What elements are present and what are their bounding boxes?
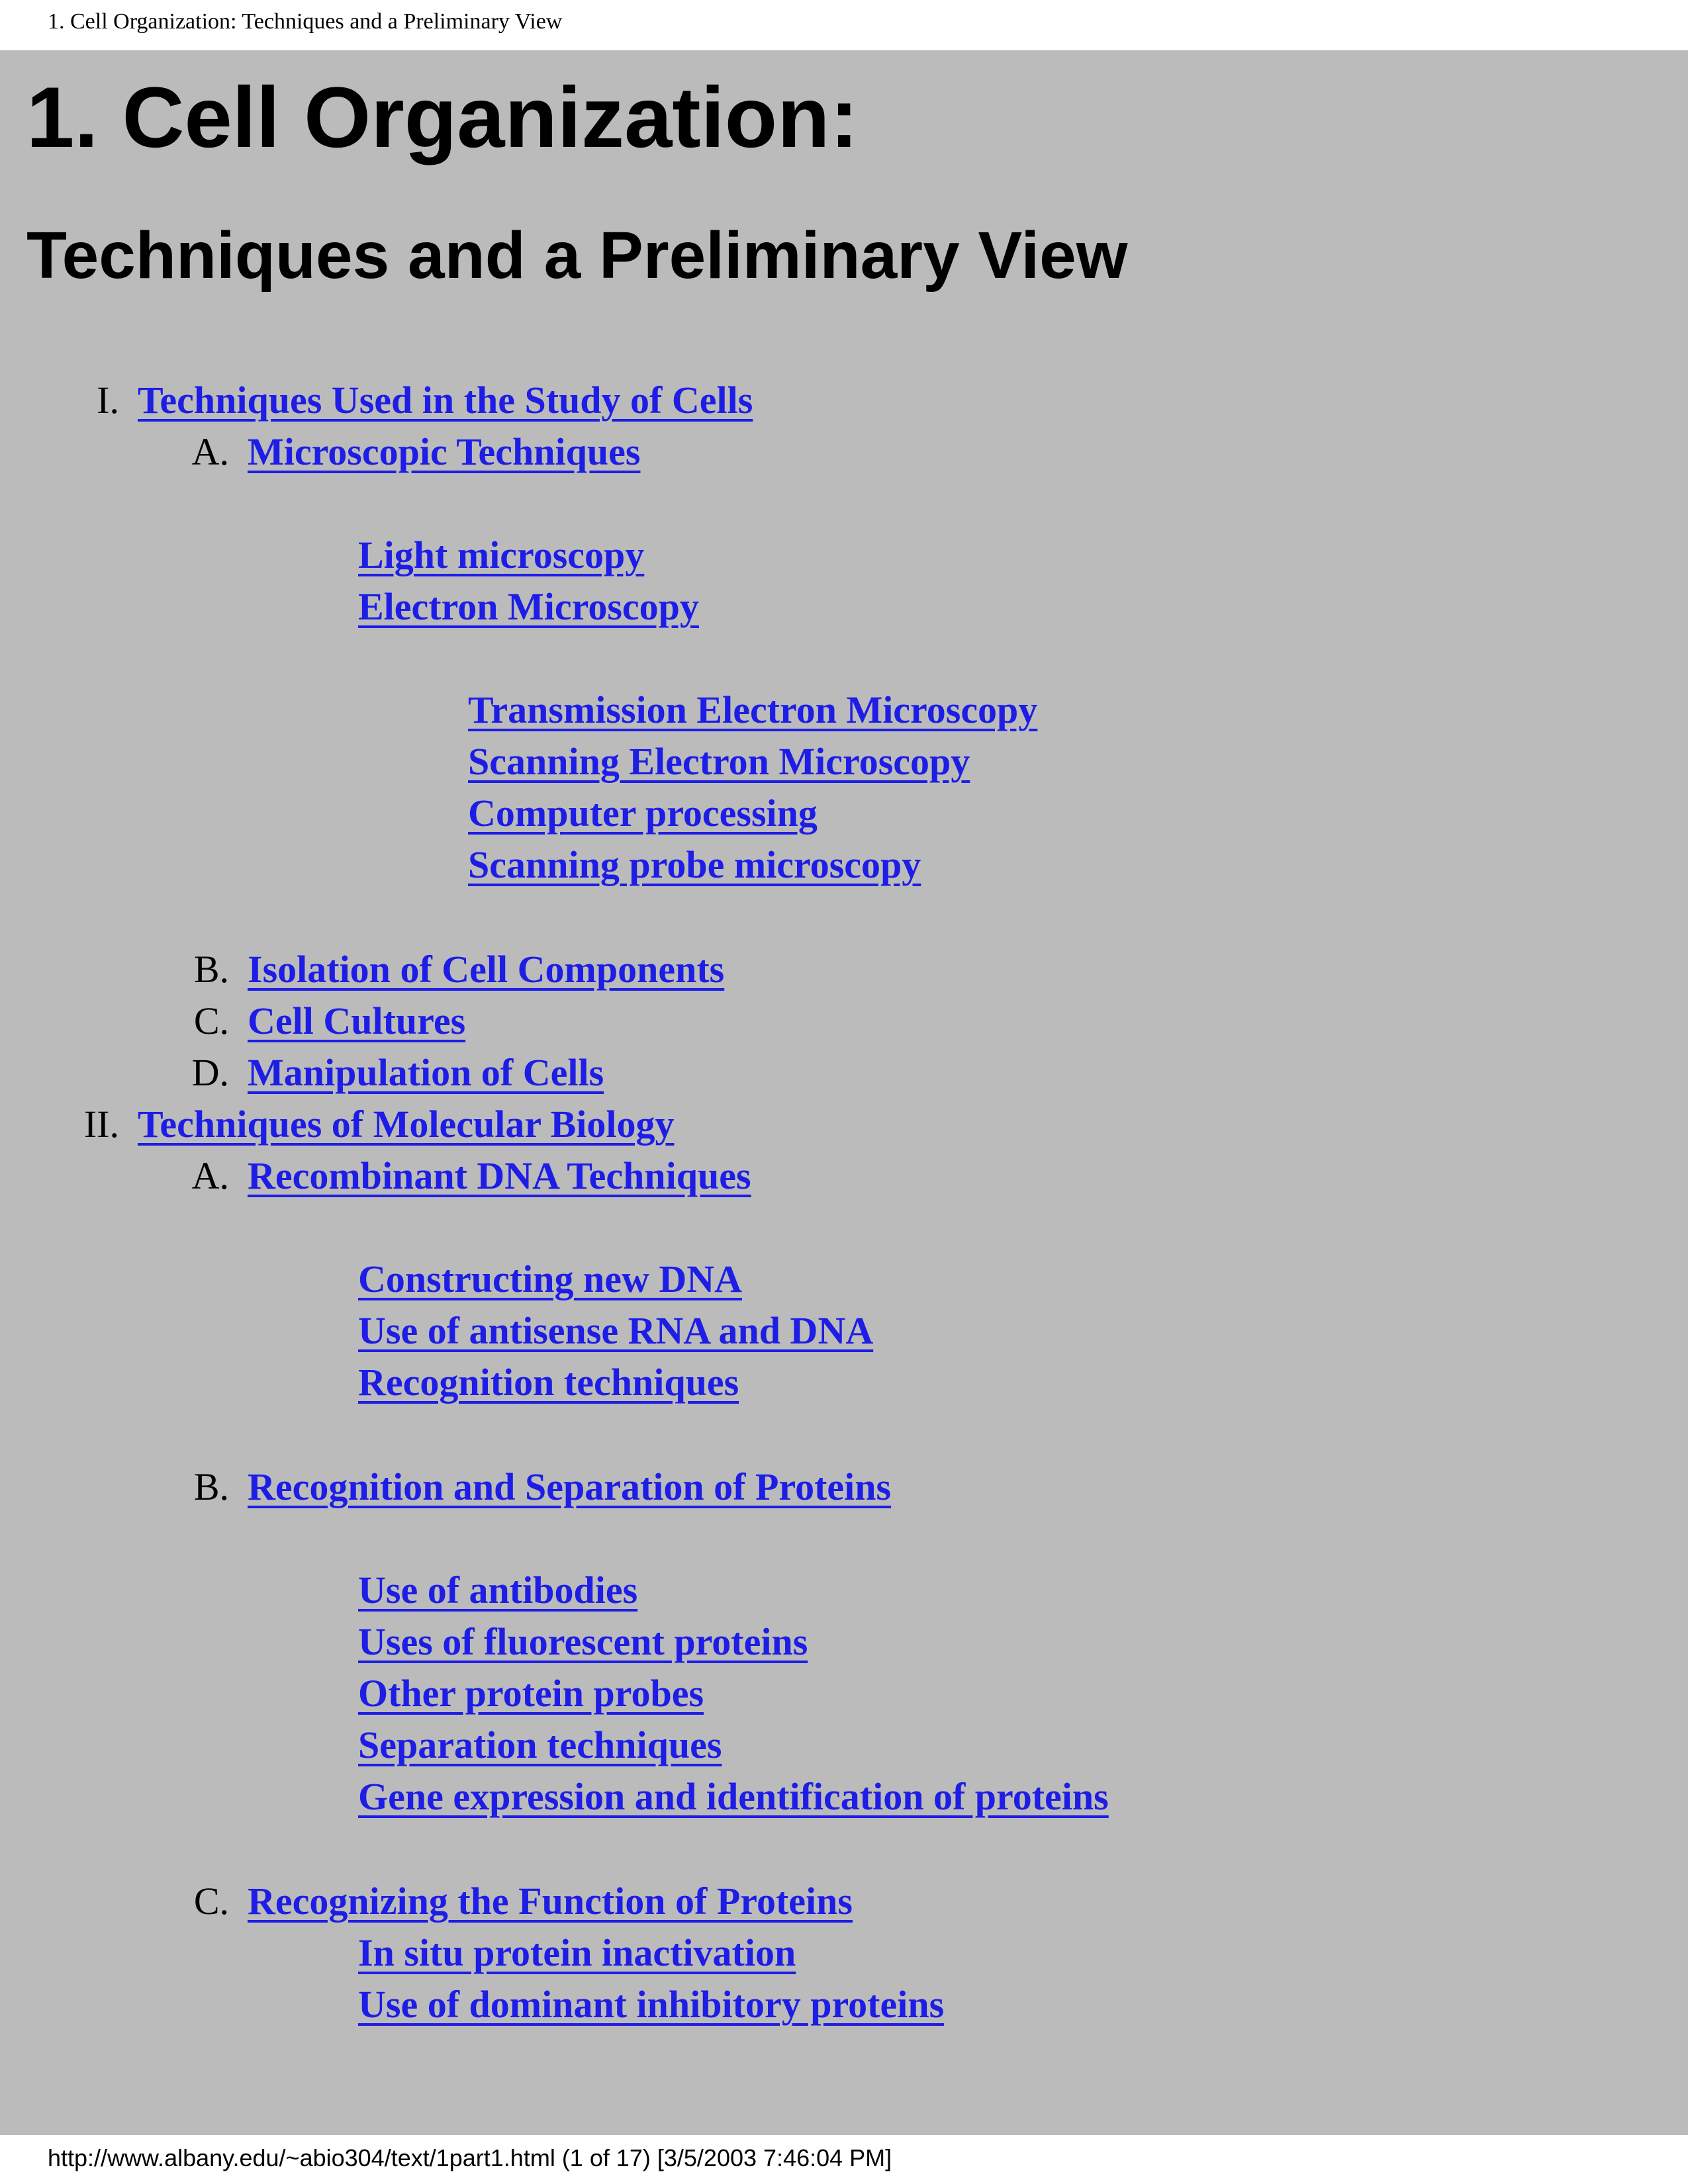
outline-marker: D.	[191, 1051, 229, 1094]
link-fluorescent-proteins[interactable]: Uses of fluorescent proteins	[358, 1620, 808, 1663]
link-microscopic-techniques[interactable]: Microscopic Techniques	[248, 430, 641, 473]
link-computer-processing[interactable]: Computer processing	[468, 792, 818, 835]
page-title: 1. Cell Organization:	[26, 69, 859, 165]
outline-marker: C.	[193, 1880, 229, 1923]
link-techniques-molecular-biology[interactable]: Techniques of Molecular Biology	[138, 1103, 675, 1146]
link-electron-microscopy[interactable]: Electron Microscopy	[358, 585, 699, 628]
link-manipulation-of-cells[interactable]: Manipulation of Cells	[248, 1051, 604, 1094]
page-subtitle: Techniques and a Preliminary View	[26, 218, 1128, 293]
link-scanning-electron-microscopy[interactable]: Scanning Electron Microscopy	[468, 740, 970, 783]
outline-marker: C.	[193, 999, 229, 1042]
link-light-microscopy[interactable]: Light microscopy	[358, 533, 645, 576]
link-gene-expression-identification[interactable]: Gene expression and identification of proteins	[358, 1775, 1109, 1818]
outline-marker: B.	[193, 1465, 229, 1508]
outline-marker: B.	[193, 948, 229, 991]
outline-marker: A.	[191, 1154, 229, 1197]
link-dominant-inhibitory-proteins[interactable]: Use of dominant inhibitory proteins	[358, 1983, 945, 2026]
link-isolation-of-cell-components[interactable]: Isolation of Cell Components	[248, 948, 725, 991]
link-other-protein-probes[interactable]: Other protein probes	[358, 1672, 704, 1715]
link-separation-techniques[interactable]: Separation techniques	[358, 1723, 722, 1766]
link-techniques-study-of-cells[interactable]: Techniques Used in the Study of Cells	[138, 379, 753, 422]
outline-marker: A.	[191, 430, 229, 473]
link-recognition-techniques[interactable]: Recognition techniques	[358, 1361, 739, 1404]
link-recognizing-function-proteins[interactable]: Recognizing the Function of Proteins	[248, 1880, 853, 1923]
link-antisense-rna-dna[interactable]: Use of antisense RNA and DNA	[358, 1309, 874, 1352]
print-footer: http://www.albany.edu/~abio304/text/1part1.html (1 of 17) [3/5/2003 7:46:04 PM]	[0, 2135, 1688, 2184]
link-in-situ-inactivation[interactable]: In situ protein inactivation	[358, 1931, 796, 1974]
link-constructing-new-dna[interactable]: Constructing new DNA	[358, 1257, 742, 1300]
link-scanning-probe-microscopy[interactable]: Scanning probe microscopy	[468, 843, 921, 886]
link-use-of-antibodies[interactable]: Use of antibodies	[358, 1569, 638, 1612]
link-transmission-electron-microscopy[interactable]: Transmission Electron Microscopy	[468, 688, 1038, 731]
outline-marker: I.	[97, 379, 119, 422]
print-header: 1. Cell Organization: Techniques and a Preliminary View	[0, 0, 1688, 50]
outline-marker: II.	[83, 1103, 119, 1146]
link-recognition-separation-proteins[interactable]: Recognition and Separation of Proteins	[248, 1465, 892, 1508]
link-cell-cultures[interactable]: Cell Cultures	[248, 999, 466, 1042]
page-content	[0, 50, 1688, 2135]
link-recombinant-dna-techniques[interactable]: Recombinant DNA Techniques	[248, 1154, 751, 1197]
